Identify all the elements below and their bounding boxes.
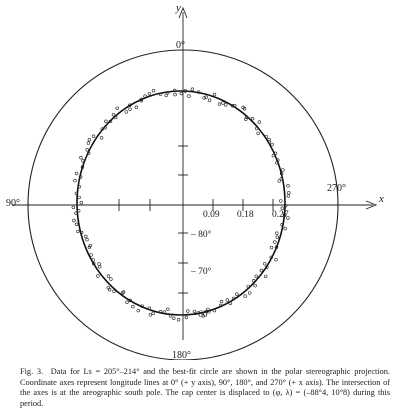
data-point (74, 179, 77, 182)
data-point (135, 106, 138, 109)
data-point (208, 99, 211, 102)
data-point (278, 180, 281, 183)
data-point (287, 195, 290, 198)
data-point (86, 148, 89, 151)
y-tick-label-1: – 80° (191, 230, 212, 240)
data-point (84, 235, 87, 238)
data-point (80, 156, 83, 159)
data-point (188, 95, 191, 98)
data-point (125, 111, 128, 114)
data-point (97, 275, 100, 278)
data-point (191, 88, 194, 91)
data-points (72, 88, 290, 321)
data-point (273, 241, 276, 244)
data-point (172, 317, 175, 320)
data-point (236, 293, 239, 296)
data-point (75, 172, 78, 175)
data-point (72, 206, 75, 209)
data-point (271, 143, 274, 146)
x-axis-label: x (379, 193, 384, 205)
data-point (87, 142, 90, 145)
data-point (92, 135, 95, 138)
data-point (167, 308, 170, 311)
data-point (254, 284, 257, 287)
data-point (110, 278, 113, 281)
data-point (220, 300, 223, 303)
data-point (112, 113, 115, 116)
y-tick-label-2: – 70° (191, 267, 212, 277)
data-point (73, 219, 76, 222)
data-point (222, 102, 225, 105)
data-point (137, 309, 140, 312)
y-tick-label-3: – 60° (191, 310, 212, 320)
data-point (100, 136, 103, 139)
data-point (86, 238, 89, 241)
data-point (76, 230, 79, 233)
data-point (287, 184, 290, 187)
data-point (284, 227, 287, 230)
data-point (90, 254, 93, 257)
data-point (129, 108, 132, 111)
data-point (174, 93, 177, 96)
data-point (149, 313, 152, 316)
data-point (252, 279, 255, 282)
data-point (213, 93, 216, 96)
data-point (148, 92, 151, 95)
data-point (263, 262, 266, 265)
angle-label-270: 270° (327, 183, 346, 194)
x-tick-label-3: 0.27 (272, 210, 289, 220)
data-point (78, 196, 81, 199)
data-point (260, 269, 263, 272)
data-point (248, 292, 251, 295)
angle-label-90: 90° (6, 198, 20, 209)
data-point (244, 295, 247, 298)
data-point (258, 121, 261, 124)
data-point (165, 94, 168, 97)
figure-number: Fig. 3. (20, 367, 44, 376)
data-point (98, 263, 101, 266)
data-point (177, 318, 180, 321)
data-point (98, 265, 101, 268)
data-point (275, 258, 278, 261)
data-point (180, 92, 183, 95)
data-point (255, 275, 258, 278)
data-point (224, 104, 227, 107)
data-point (80, 201, 83, 204)
data-point (113, 290, 116, 293)
data-point (282, 169, 285, 172)
data-point (186, 310, 189, 313)
data-point (152, 89, 155, 92)
data-point (116, 107, 119, 110)
figure-caption (20, 367, 390, 409)
caption-text: Data for Ls = 205°–214° and the best-fit circle are shown in the polar stereographic projection. Coordinate axes represent longitude lines at 0° (+ y axis), 90°, 180°, and 270° (+ x axis). The intersection of the axes is at the areographic south pole. The cap center is displaced to (φ, λ) = (–88°4, 10°8) during this period. (20, 367, 390, 408)
data-point (247, 285, 250, 288)
data-point (264, 275, 267, 278)
data-point (88, 138, 91, 141)
x-tick-label-1: 0.09 (203, 210, 220, 220)
data-point (107, 275, 110, 278)
x-tick-label-2: 0.18 (237, 210, 254, 220)
data-point (226, 299, 229, 302)
best-fit-circle (77, 91, 285, 315)
data-point (105, 120, 108, 123)
data-point (81, 159, 84, 162)
data-point (251, 117, 254, 120)
y-axis-label: y (176, 2, 181, 14)
data-point (257, 132, 260, 135)
data-point (218, 103, 221, 106)
data-point (270, 246, 273, 249)
angle-label-0: 0° (176, 40, 185, 51)
data-point (279, 200, 282, 203)
data-point (75, 223, 78, 226)
data-point (132, 305, 135, 308)
angle-label-180: 180° (172, 350, 191, 360)
data-point (126, 301, 129, 304)
data-point (185, 316, 188, 319)
data-point (275, 232, 278, 235)
data-point (287, 191, 290, 194)
data-point (152, 312, 155, 315)
data-point (276, 236, 279, 239)
